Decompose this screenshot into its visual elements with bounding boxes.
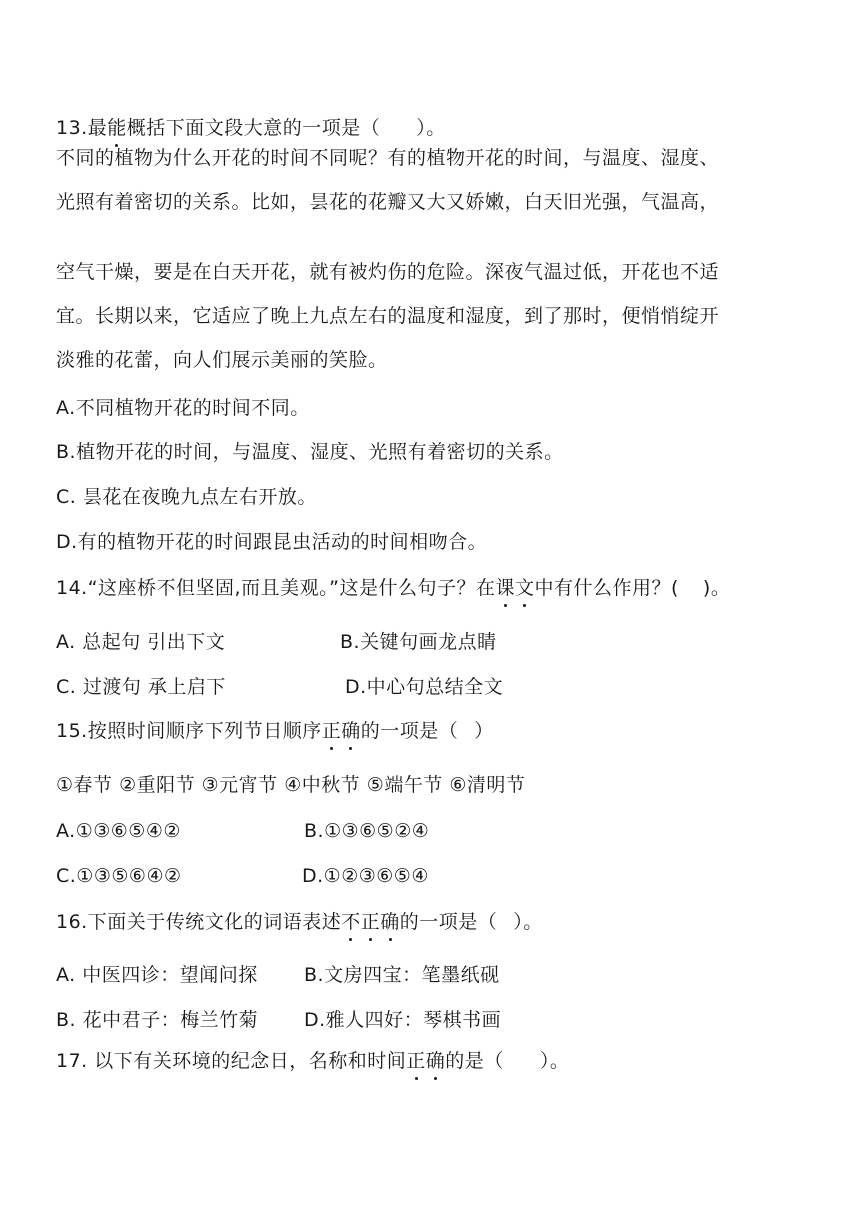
- q13-option-a: A.不同植物开花的时间不同。: [56, 397, 310, 419]
- q16-emphasis-char: 确: [380, 911, 400, 933]
- q16-emphasis-char: 不: [341, 911, 361, 933]
- q16-stem-end: ）。: [513, 911, 543, 933]
- q15-option-a: A.①③⑥⑤④②: [56, 820, 181, 842]
- question-15-stem: [56, 719, 494, 743]
- q17-stem-text-rest: 的是（: [445, 1050, 504, 1072]
- q14-option-a: A. 总起句 引出下文: [56, 631, 226, 653]
- q17-stem-text: 17. 以下有关环境的纪念日，名称和时间: [56, 1050, 407, 1072]
- question-14-stem: [56, 576, 730, 600]
- question-17-stem: [56, 1049, 569, 1073]
- q16-option-b: B.文房四宝：笔墨纸砚: [304, 964, 500, 986]
- q16-option-c: B. 花中君子：梅兰竹菊: [56, 1009, 259, 1031]
- q16-stem-text: 16.下面关于传统文化的词语表述: [56, 911, 342, 933]
- q13-stem-text: 13.最: [56, 117, 108, 139]
- q14-stem-text-rest: 中有什么作用？(: [534, 577, 679, 599]
- q14-option-c: C. 过渡句 承上启下: [56, 676, 226, 698]
- q14-stem-text: 14.“这座桥不但坚固,而且美观。”这是什么句子？在: [56, 577, 496, 599]
- q17-emphasis-char: 确: [425, 1050, 446, 1072]
- q15-option-d: D.①②③⑥⑤④: [302, 865, 429, 887]
- q13-emphasis-char: 能: [107, 117, 127, 139]
- q15-option-b: B.①③⑥⑤②④: [304, 820, 430, 842]
- q15-festival-list: ①春节 ②重阳节 ③元宵节 ④中秋节 ⑤端午节 ⑥清明节: [56, 774, 526, 796]
- question-16-stem: [56, 910, 543, 934]
- q14-option-b: B.关键句画龙点睛: [340, 631, 497, 653]
- q13-option-c: C. 昙花在夜晚九点左右开放。: [56, 486, 317, 508]
- q14-option-d: D.中心句总结全文: [345, 676, 504, 698]
- q13-passage-line: 淡雅的花蕾，向人们展示美丽的笑脸。: [56, 349, 388, 371]
- q13-option-d: D.有的植物开花的时间跟昆虫活动的时间相吻合。: [56, 531, 488, 553]
- q15-stem-text-rest: 的一项是（: [360, 720, 459, 742]
- q13-passage-line: 不同的植物为什么开花的时间不同呢？有的植物开花的时间，与温度、湿度、: [56, 147, 720, 169]
- q13-passage-line: 宜。长期以来，它适应了晚上九点左右的温度和湿度，到了那时，便悄悄绽开: [56, 305, 720, 327]
- q16-emphasis-char: 正: [360, 911, 381, 933]
- question-13-stem: [56, 116, 446, 140]
- q16-stem-text-rest: 的一项是（: [399, 911, 498, 933]
- q13-option-b: B.植物开花的时间，与温度、湿度、光照有着密切的关系。: [56, 441, 564, 463]
- q13-passage-line: 光照有着密切的关系。比如，昙花的花瓣又大又娇嫩，白天旧光强，气温高，: [56, 191, 720, 213]
- q17-stem-end: ）。: [539, 1050, 570, 1072]
- q14-emphasis-char: 文: [514, 577, 535, 599]
- q13-stem-end: ）。: [416, 117, 446, 139]
- q15-stem-text: 15.按照时间顺序下列节日顺序: [56, 720, 322, 742]
- q15-stem-end: ）: [474, 720, 494, 742]
- q13-stem-text-rest: 概括下面文段大意的一项是（: [126, 117, 381, 139]
- q16-option-a: A. 中医四诊：望闻问探: [56, 964, 258, 986]
- q15-option-c: C.①③⑤⑥④②: [56, 865, 182, 887]
- q15-emphasis-char: 正: [321, 720, 342, 742]
- q17-emphasis-char: 正: [406, 1050, 426, 1072]
- q15-emphasis-char: 确: [341, 720, 361, 742]
- q14-stem-end: )。: [702, 577, 731, 599]
- q14-emphasis-char: 课: [495, 577, 515, 599]
- q13-passage-line: 空气干燥，要是在白天开花，就有被灼伤的危险。深夜气温过低，开花也不适: [56, 261, 720, 283]
- q16-option-d: D.雅人四好：琴棋书画: [304, 1009, 502, 1031]
